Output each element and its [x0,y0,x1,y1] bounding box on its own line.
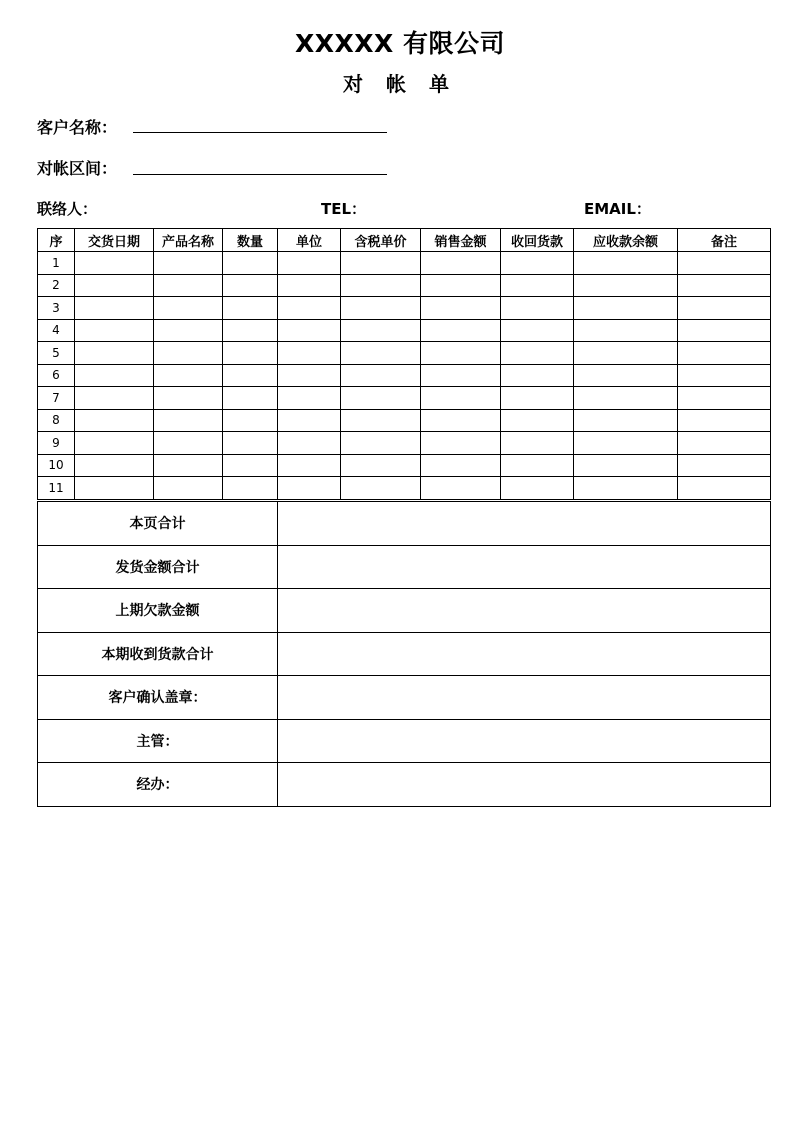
table-row [38,252,771,275]
table-cell[interactable] [421,477,501,500]
table-cell[interactable] [75,364,154,387]
table-cell[interactable] [501,364,574,387]
table-cell[interactable] [75,432,154,455]
table-cell[interactable] [501,387,574,410]
table-cell[interactable] [223,274,278,297]
table-cell[interactable] [678,342,771,365]
table-row [38,454,771,477]
summary-row [38,545,771,589]
summary-value-cell[interactable] [278,502,771,546]
row-seq: 3 [38,297,75,320]
tel-label: TEL： [321,200,367,218]
table-cell[interactable] [154,432,223,455]
row-seq: 5 [38,342,75,365]
table-cell[interactable] [341,342,421,365]
table-cell[interactable] [223,297,278,320]
table-header-row [38,229,771,252]
table-cell[interactable] [75,387,154,410]
table-cell[interactable] [278,454,341,477]
table-cell[interactable] [341,364,421,387]
table-cell[interactable] [278,387,341,410]
table-cell[interactable] [421,364,501,387]
summary-label: 本期收到货款合计 [38,632,278,676]
table-cell[interactable] [421,297,501,320]
table-cell[interactable] [421,319,501,342]
col-header-unit-price-tax: 含税单价 [341,229,421,252]
table-body [38,252,771,500]
table-cell[interactable] [574,454,678,477]
statement-table [37,228,771,500]
table-row [38,319,771,342]
table-cell[interactable] [341,477,421,500]
table-cell[interactable] [421,454,501,477]
table-cell[interactable] [278,364,341,387]
table-cell[interactable] [574,297,678,320]
table-cell[interactable] [678,252,771,275]
col-header-unit: 单位 [278,229,341,252]
table-cell[interactable] [501,297,574,320]
table-cell[interactable] [501,477,574,500]
table-cell[interactable] [341,387,421,410]
table-cell[interactable] [341,409,421,432]
table-cell[interactable] [75,319,154,342]
table-cell[interactable] [501,252,574,275]
table-cell[interactable] [154,319,223,342]
table-cell[interactable] [574,409,678,432]
row-seq: 2 [38,274,75,297]
row-seq: 4 [38,319,75,342]
table-row [38,274,771,297]
table-cell[interactable] [223,454,278,477]
row-seq: 7 [38,387,75,410]
row-seq: 9 [38,432,75,455]
table-row [38,364,771,387]
row-seq: 8 [38,409,75,432]
table-cell[interactable] [278,342,341,365]
table-cell[interactable] [75,477,154,500]
summary-row [38,632,771,676]
table-cell[interactable] [501,342,574,365]
table-cell[interactable] [278,252,341,275]
table-cell[interactable] [278,409,341,432]
table-cell[interactable] [75,274,154,297]
table-cell[interactable] [421,432,501,455]
summary-value-cell[interactable] [278,632,771,676]
table-cell[interactable] [341,252,421,275]
summary-label: 上期欠款金额 [38,589,278,633]
table-cell[interactable] [678,409,771,432]
summary-value-cell[interactable] [278,589,771,633]
table-cell[interactable] [223,319,278,342]
table-cell[interactable] [75,342,154,365]
summary-value-cell[interactable] [278,719,771,763]
summary-label: 客户确认盖章： [38,676,278,720]
table-cell[interactable] [75,252,154,275]
table-cell[interactable] [421,342,501,365]
table-cell[interactable] [574,364,678,387]
period-line[interactable] [133,174,387,175]
table-row [38,387,771,410]
table-cell[interactable] [501,454,574,477]
col-header-sales-amount: 销售金额 [421,229,501,252]
table-cell[interactable] [223,342,278,365]
table-cell[interactable] [574,387,678,410]
summary-label: 经办： [38,763,278,807]
company-name: XXXXX 有限公司 [294,29,506,58]
summary-value-cell[interactable] [278,676,771,720]
table-cell[interactable] [421,252,501,275]
col-header-receivable-balance: 应收款余额 [574,229,678,252]
table-cell[interactable] [154,297,223,320]
summary-label: 本页合计 [38,502,278,546]
table-cell[interactable] [501,409,574,432]
customer-name-line[interactable] [133,132,387,133]
table-cell[interactable] [75,297,154,320]
row-seq: 1 [38,252,75,275]
table-cell[interactable] [421,274,501,297]
table-cell[interactable] [278,319,341,342]
table-row [38,409,771,432]
col-header-product-name: 产品名称 [154,229,223,252]
table-cell[interactable] [223,477,278,500]
table-cell[interactable] [154,364,223,387]
table-cell[interactable] [678,364,771,387]
table-cell[interactable] [154,342,223,365]
table-cell[interactable] [75,409,154,432]
table-cell[interactable] [154,252,223,275]
table-cell[interactable] [678,387,771,410]
col-header-remarks: 备注 [678,229,771,252]
table-cell[interactable] [341,432,421,455]
table-cell[interactable] [574,477,678,500]
col-header-delivery-date: 交货日期 [75,229,154,252]
email-label: EMAIL： [584,200,651,218]
table-cell[interactable] [678,274,771,297]
row-seq: 10 [38,454,75,477]
table-cell[interactable] [278,297,341,320]
summary-value-cell[interactable] [278,545,771,589]
table-cell[interactable] [154,454,223,477]
row-seq: 11 [38,477,75,500]
table-cell[interactable] [678,297,771,320]
summary-value-cell[interactable] [278,763,771,807]
summary-label: 主管： [38,719,278,763]
table-cell[interactable] [574,319,678,342]
table-cell[interactable] [223,252,278,275]
table-cell[interactable] [223,432,278,455]
table-cell[interactable] [421,409,501,432]
table-cell[interactable] [678,454,771,477]
document-title: 对 帐 单 [343,72,457,96]
table-row [38,297,771,320]
row-seq: 6 [38,364,75,387]
table-cell[interactable] [154,387,223,410]
table-cell[interactable] [154,409,223,432]
table-cell[interactable] [223,387,278,410]
table-cell[interactable] [678,477,771,500]
customer-name-label: 客户名称： [37,118,118,137]
summary-row [38,502,771,546]
table-cell[interactable] [341,297,421,320]
table-cell[interactable] [341,454,421,477]
table-cell[interactable] [278,432,341,455]
summary-body [38,502,771,807]
summary-label: 发货金额合计 [38,545,278,589]
period-label: 对帐区间： [37,159,118,178]
table-cell[interactable] [278,274,341,297]
table-cell[interactable] [678,432,771,455]
contact-label: 联络人： [37,200,98,218]
col-header-payment-received: 收回货款 [501,229,574,252]
table-cell[interactable] [501,432,574,455]
table-cell[interactable] [75,454,154,477]
table-cell[interactable] [223,409,278,432]
col-header-seq: 序 [38,229,75,252]
table-cell[interactable] [154,274,223,297]
col-header-quantity: 数量 [223,229,278,252]
table-cell[interactable] [341,319,421,342]
table-cell[interactable] [574,274,678,297]
summary-row [38,676,771,720]
table-cell[interactable] [341,274,421,297]
table-cell[interactable] [501,274,574,297]
summary-row [38,719,771,763]
table-cell[interactable] [154,477,223,500]
table-row [38,477,771,500]
table-row [38,342,771,365]
summary-row [38,763,771,807]
summary-row [38,589,771,633]
table-cell[interactable] [278,477,341,500]
table-cell[interactable] [501,319,574,342]
table-cell[interactable] [574,252,678,275]
table-row [38,432,771,455]
table-cell[interactable] [574,432,678,455]
table-cell[interactable] [678,319,771,342]
summary-table [37,501,771,807]
table-cell[interactable] [223,364,278,387]
table-cell[interactable] [421,387,501,410]
table-cell[interactable] [574,342,678,365]
